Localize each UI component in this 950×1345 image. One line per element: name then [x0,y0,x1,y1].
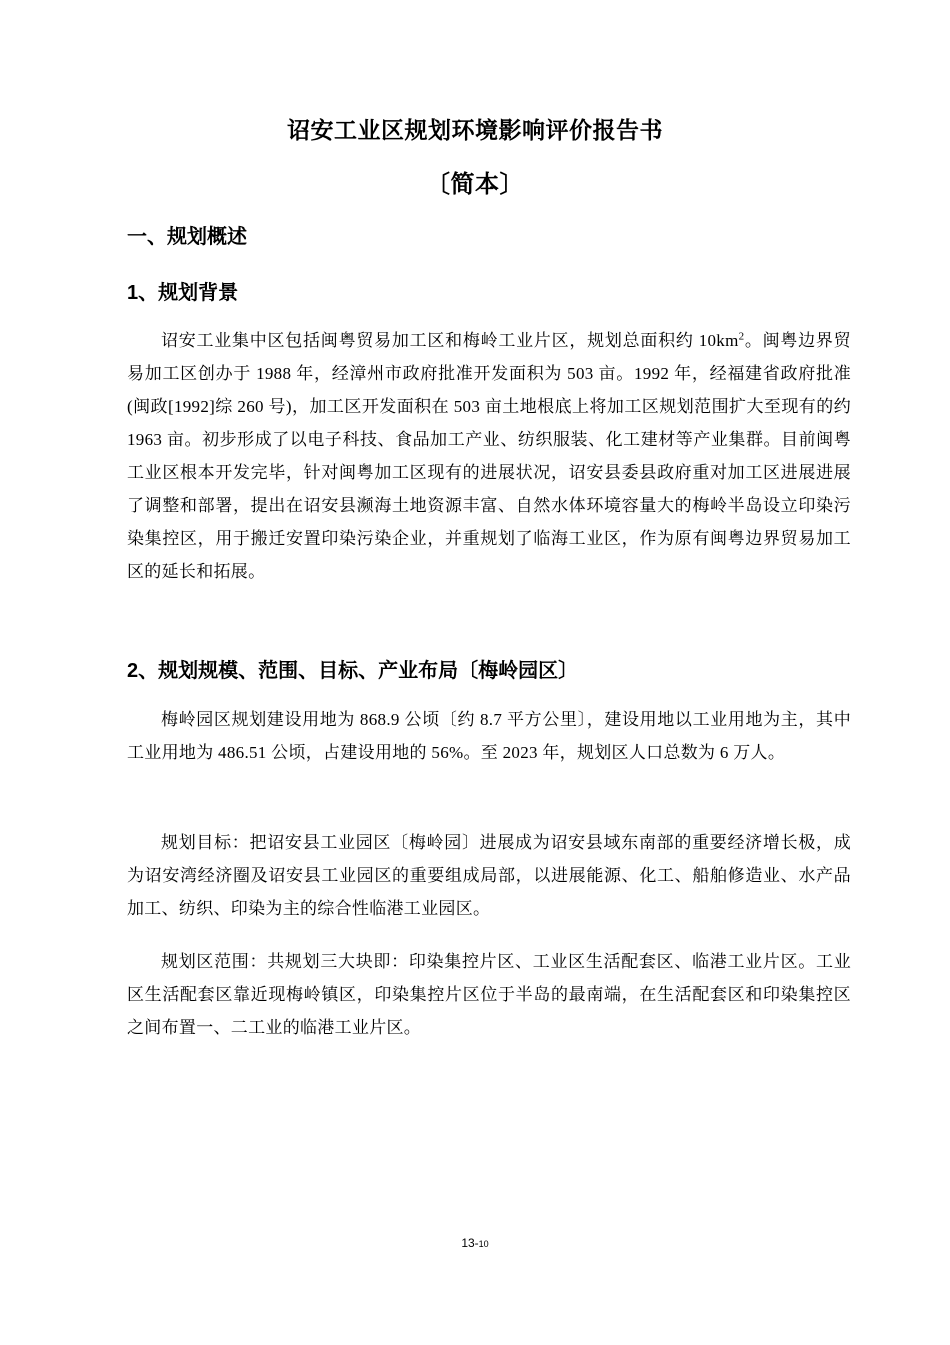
paragraph-background [127,324,851,588]
subsection-heading-background: 1、规划背景 [127,282,239,304]
page-number [0,1236,950,1250]
subsection-heading-scale: 2、规划规模、范围、目标、产业布局〔梅岭园区〕 [127,660,579,682]
document-title: 诏安工业区规划环境影响评价报告书 [287,117,663,143]
superscript-unit: 2 [738,330,745,343]
paragraph-planning-goal: 规划目标：把诏安县工业园区〔梅岭园〕进展成为诏安县域东南部的重要经济增长极，成为诏安湾经济圈及诏安县工业园区的重要组成局部，以进展能源、化工、船舶修造业、水产品加工、纺织、印染为主的综合性临港工业园区。 [127,833,851,918]
document-subtitle: 〔简本〕 [426,171,524,198]
paragraph-background-text-2: 。闽粤边界贸易加工区创办于 1988 年，经漳州市政府批准开发面积为 503 亩。1992 年，经福建省政府批准(闽政[1992]综 260 号)，加工区开发面积在 503 亩土地根底上将加工区规划范围扩大至现有的约 1963 亩。初步形成了以电子科技、食品加工产业、纺织服装、化工建材等产业集群。目前闽粤工业区根本开发完毕，针对闽粤加工区现有的进展状况，诏安县委县政府重对加工区进展进展了调整和部署，提出在诏安县濒海土地资源丰富、自然水体环境容量大的梅岭半岛设立印染污染集控区，用于搬迁安置印染污染企业，并重规划了临海工业区，作为原有闽粤边界贸易加工区的延长和拓展。 [127,331,851,581]
section-heading-overview: 一、规划概述 [127,226,247,248]
paragraph-background-text-1: 诏安工业集中区包括闽粤贸易加工区和梅岭工业片区，规划总面积约 10km [161,331,739,350]
page-number-suffix: 10 [478,1239,489,1249]
paragraph-planning-scope: 规划区范围：共规划三大块即：印染集控片区、工业区生活配套区、临港工业片区。工业区生活配套区靠近现梅岭镇区，印染集控片区位于半岛的最南端，在生活配套区和印染集控区之间布置一、二工业的临港工业片区。 [127,952,851,1037]
page-number-prefix: 13- [461,1236,479,1250]
paragraph-land-use: 梅岭园区规划建设用地为 868.9 公顷〔约 8.7 平方公里〕，建设用地以工业用地为主，其中工业用地为 486.51 公顷，占建设用地的 56%。至 2023 年，规划区人口总数为 6 万人。 [127,710,851,762]
